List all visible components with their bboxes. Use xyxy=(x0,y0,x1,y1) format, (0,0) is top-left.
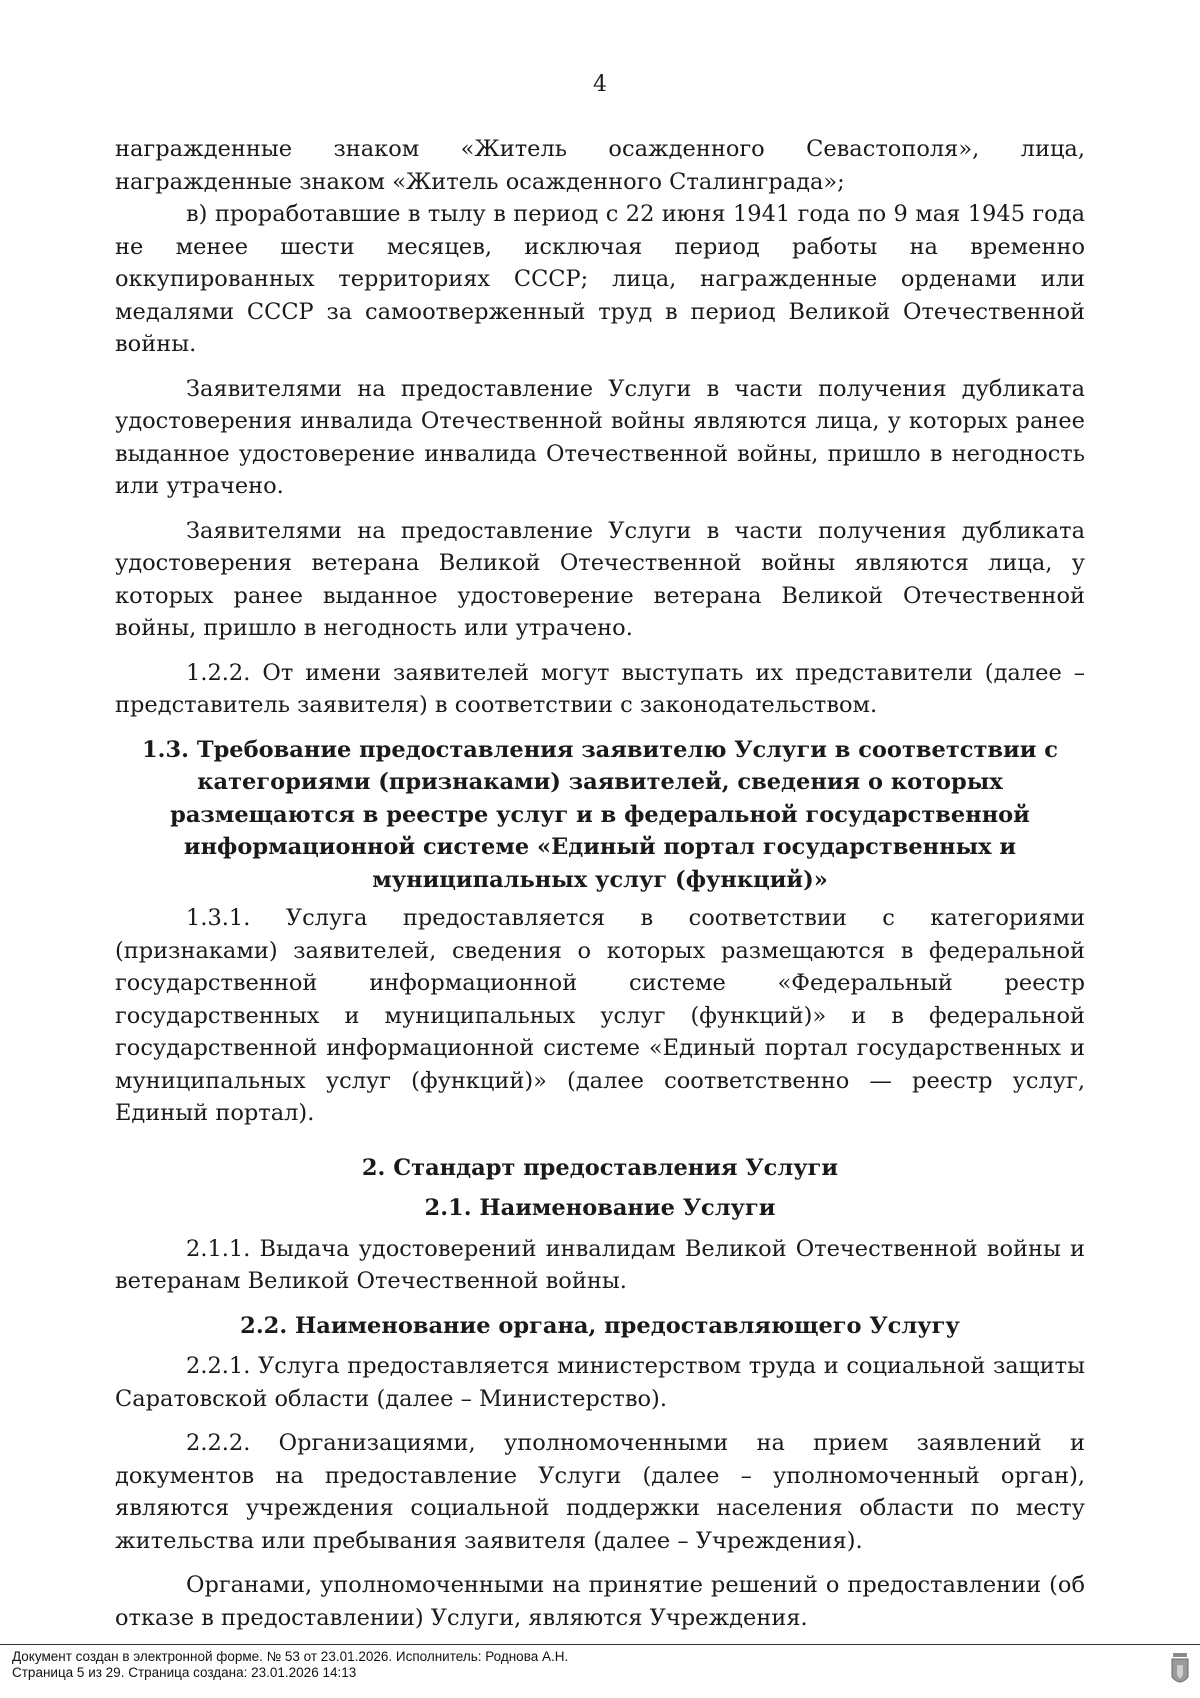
coat-of-arms-icon xyxy=(1168,1651,1192,1691)
heading-2-2: 2.2. Наименование органа, предоставляющего Услугу xyxy=(240,1312,960,1339)
paragraph-sevastopol: награжденные знаком «Житель осажденного Севастополя», лица, награжденные знаком «Житель осажденного Сталинграда»; xyxy=(115,136,1085,195)
paragraph-decision-bodies: Органами, уполномоченными на принятие решений о предоставлении (об отказе в предоставлении) Услуги, являются Учреждения. xyxy=(115,1572,1085,1631)
paragraph-1-3-1: 1.3.1. Услуга предоставляется в соответствии с категориями (признаками) заявителей, сведения о которых размещаются в федеральной государственной информационной системе «Федеральный реестр государственных и муниципальных услуг (функций)» и в федеральной государственной информационной системе «Единый портал государственных и муниципальных услуг (функций)» (далее соответственно — реестр услуг, Единый портал). xyxy=(115,905,1085,1126)
footer-text xyxy=(12,1649,568,1681)
paragraph-2-1-1: 2.1.1. Выдача удостоверений инвалидам Великой Отечественной войны и ветеранам Великой Отечественной войны. xyxy=(115,1235,1085,1294)
footer-line-document: Документ создан в электронной форме. № 53 от 23.01.2026. Исполнитель: Роднова А.Н. xyxy=(12,1649,569,1664)
document-footer xyxy=(0,1644,1200,1680)
footer-line-page: Страница 5 из 29. Страница создана: 23.01.2026 14:13 xyxy=(12,1665,357,1680)
paragraph-representatives: 1.2.2. От имени заявителей могут выступать их представители (далее – представитель заявителя) в соответствии с законодательством. xyxy=(115,659,1085,718)
paragraph-rear-workers: в) проработавшие в тылу в период с 22 июня 1941 года по 9 мая 1945 года не менее шести месяцев, исключая период работы на временно оккупированных территориях СССР; лица, награжденные орденами или медалями СССР за самоотверженный труд в период Великой Отечественной войны. xyxy=(115,201,1085,357)
document-body xyxy=(115,133,1085,1646)
heading-2-1: 2.1. Наименование Услуги xyxy=(424,1195,776,1221)
paragraph-2-2-2: 2.2.2. Организациями, уполномоченными на прием заявлений и документов на предоставление Услуги (далее – уполномоченный орган), являются учреждения социальной поддержки населения области по месту жительства или пребывания заявителя (далее – Учреждения). xyxy=(115,1430,1085,1554)
page-number: 4 xyxy=(593,72,607,97)
paragraph-2-2-1: 2.2.1. Услуга предоставляется министерством труда и социальной защиты Саратовской области (далее – Министерство). xyxy=(115,1353,1085,1412)
paragraph-duplicate-veteran: Заявителями на предоставление Услуги в части получения дубликата удостоверения ветерана Великой Отечественной войны являются лица, у которых ранее выданное удостоверение ветерана Великой Отечественной войны, пришло в негодность или утрачено. xyxy=(115,517,1085,641)
heading-1-3: 1.3. Требование предоставления заявителю Услуги в соответствии с категориями (признаками) заявителей, сведения о которых размещаются в реестре услуг и в федеральной государственной информационной системе «Единый портал государственных и муниципальных услуг (функций)» xyxy=(142,736,1058,893)
heading-section-2: 2. Стандарт предоставления Услуги xyxy=(361,1154,839,1181)
paragraph-duplicate-invalid: Заявителями на предоставление Услуги в части получения дубликата удостоверения инвалида Отечественной войны являются лица, у которых ранее выданное удостоверение инвалида Отечественной войны, пришло в негодность или утрачено. xyxy=(115,375,1085,499)
